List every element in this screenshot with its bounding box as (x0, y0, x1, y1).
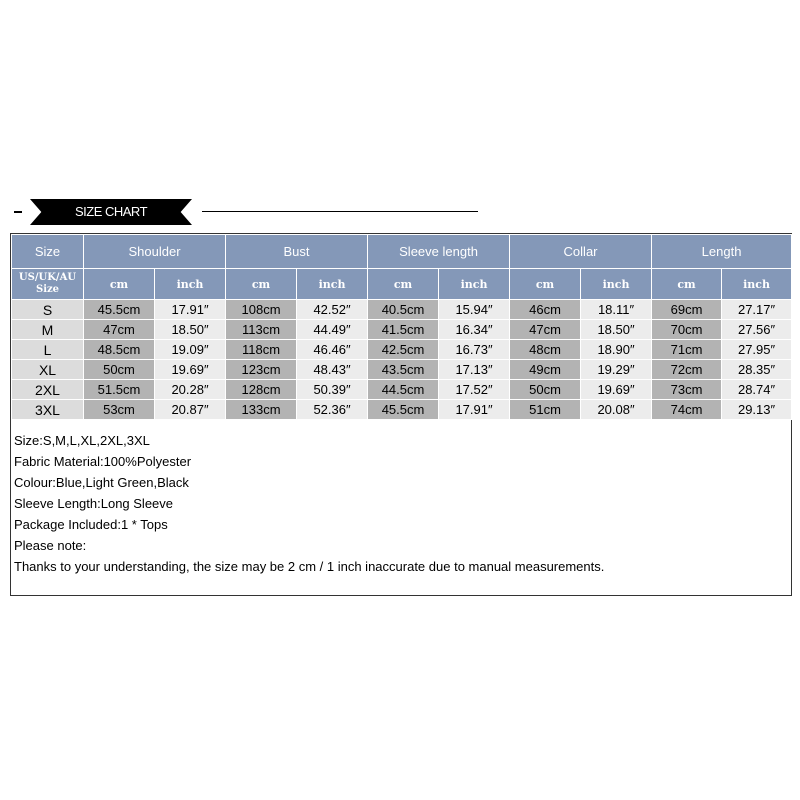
inch-value: 17.52″ (439, 380, 510, 400)
cm-value: 42.5cm (368, 340, 439, 360)
inch-value: 20.87″ (155, 400, 226, 420)
cm-value: 72cm (652, 360, 722, 380)
table-row (12, 400, 792, 420)
table-row (12, 360, 792, 380)
inch-value: 29.13″ (722, 400, 792, 420)
banner-title: SIZE CHART (74, 204, 148, 219)
size-label: 3XL (12, 400, 84, 420)
inch-value: 46.46″ (297, 340, 368, 360)
size-system-header (12, 269, 84, 300)
cm-value: 133cm (226, 400, 297, 420)
product-notes (14, 430, 784, 577)
size-label: S (12, 300, 84, 320)
unit-header: inch (722, 269, 792, 300)
cm-value: 47cm (84, 320, 155, 340)
unit-header: cm (368, 269, 439, 300)
inch-value: 15.94″ (439, 300, 510, 320)
cm-value: 46cm (510, 300, 581, 320)
note-line: Package Included:1 * Tops (14, 517, 168, 532)
inch-value: 18.11″ (581, 300, 652, 320)
cm-value: 69cm (652, 300, 722, 320)
banner-dash (14, 211, 22, 213)
inch-value: 27.95″ (722, 340, 792, 360)
cm-value: 128cm (226, 380, 297, 400)
unit-header: inch (581, 269, 652, 300)
note-line: Please note: (14, 538, 87, 553)
inch-value: 19.09″ (155, 340, 226, 360)
inch-value: 28.35″ (722, 360, 792, 380)
cm-value: 43.5cm (368, 360, 439, 380)
note-line: Sleeve Length:Long Sleeve (14, 496, 174, 511)
note-line: Size:S,M,L,XL,2XL,3XL (14, 433, 150, 448)
size-system-label: US/UK/AU (18, 272, 77, 283)
cm-value: 123cm (226, 360, 297, 380)
cm-value: 45.5cm (368, 400, 439, 420)
inch-value: 19.69″ (581, 380, 652, 400)
inch-value: 44.49″ (297, 320, 368, 340)
inch-value: 20.08″ (581, 400, 652, 420)
length-header: Length (652, 235, 792, 269)
unit-header: cm (510, 269, 581, 300)
size-table (11, 234, 792, 420)
cm-value: 44.5cm (368, 380, 439, 400)
size-label: XL (12, 360, 84, 380)
header-row (12, 235, 792, 269)
cm-value: 51.5cm (84, 380, 155, 400)
table-row (12, 300, 792, 320)
banner-rule (202, 211, 478, 212)
size-label: M (12, 320, 84, 340)
sleeve-length-header: Sleeve length (368, 235, 510, 269)
size-system-sublabel: Size (35, 284, 60, 295)
inch-value: 18.50″ (155, 320, 226, 340)
cm-value: 40.5cm (368, 300, 439, 320)
unit-header: inch (439, 269, 510, 300)
table-row (12, 340, 792, 360)
unit-header: inch (297, 269, 368, 300)
cm-value: 71cm (652, 340, 722, 360)
inch-value: 48.43″ (297, 360, 368, 380)
cm-value: 74cm (652, 400, 722, 420)
inch-value: 50.39″ (297, 380, 368, 400)
cm-value: 70cm (652, 320, 722, 340)
unit-header: cm (652, 269, 722, 300)
note-line: Colour:Blue,Light Green,Black (14, 475, 189, 490)
inch-value: 42.52″ (297, 300, 368, 320)
unit-row (12, 269, 792, 300)
size-label: L (12, 340, 84, 360)
unit-header: cm (226, 269, 297, 300)
cm-value: 108cm (226, 300, 297, 320)
size-rows (12, 300, 792, 420)
unit-header: inch (155, 269, 226, 300)
note-line: Fabric Material:100%Polyester (14, 454, 192, 469)
inch-value: 17.91″ (155, 300, 226, 320)
cm-value: 41.5cm (368, 320, 439, 340)
cm-value: 53cm (84, 400, 155, 420)
cm-value: 48cm (510, 340, 581, 360)
table-row (12, 380, 792, 400)
cm-value: 51cm (510, 400, 581, 420)
cm-value: 48.5cm (84, 340, 155, 360)
inch-value: 16.73″ (439, 340, 510, 360)
collar-header: Collar (510, 235, 652, 269)
cm-value: 118cm (226, 340, 297, 360)
cm-value: 50cm (510, 380, 581, 400)
inch-value: 28.74″ (722, 380, 792, 400)
inch-value: 20.28″ (155, 380, 226, 400)
inch-value: 27.17″ (722, 300, 792, 320)
inch-value: 17.91″ (439, 400, 510, 420)
cm-value: 113cm (226, 320, 297, 340)
bust-header: Bust (226, 235, 368, 269)
inch-value: 52.36″ (297, 400, 368, 420)
cm-value: 73cm (652, 380, 722, 400)
inch-value: 18.50″ (581, 320, 652, 340)
inch-value: 19.29″ (581, 360, 652, 380)
size-column-header: Size (12, 235, 84, 269)
cm-value: 50cm (84, 360, 155, 380)
cm-value: 49cm (510, 360, 581, 380)
inch-value: 16.34″ (439, 320, 510, 340)
inch-value: 17.13″ (439, 360, 510, 380)
inch-value: 19.69″ (155, 360, 226, 380)
size-label: 2XL (12, 380, 84, 400)
cm-value: 45.5cm (84, 300, 155, 320)
shoulder-header: Shoulder (84, 235, 226, 269)
table-row (12, 320, 792, 340)
size-chart-panel (10, 233, 792, 596)
inch-value: 18.90″ (581, 340, 652, 360)
cm-value: 47cm (510, 320, 581, 340)
inch-value: 27.56″ (722, 320, 792, 340)
note-line: Thanks to your understanding, the size may be 2 cm / 1 inch inaccurate due to manual measurements. (14, 559, 605, 574)
size-chart-banner (0, 190, 800, 230)
unit-header: cm (84, 269, 155, 300)
